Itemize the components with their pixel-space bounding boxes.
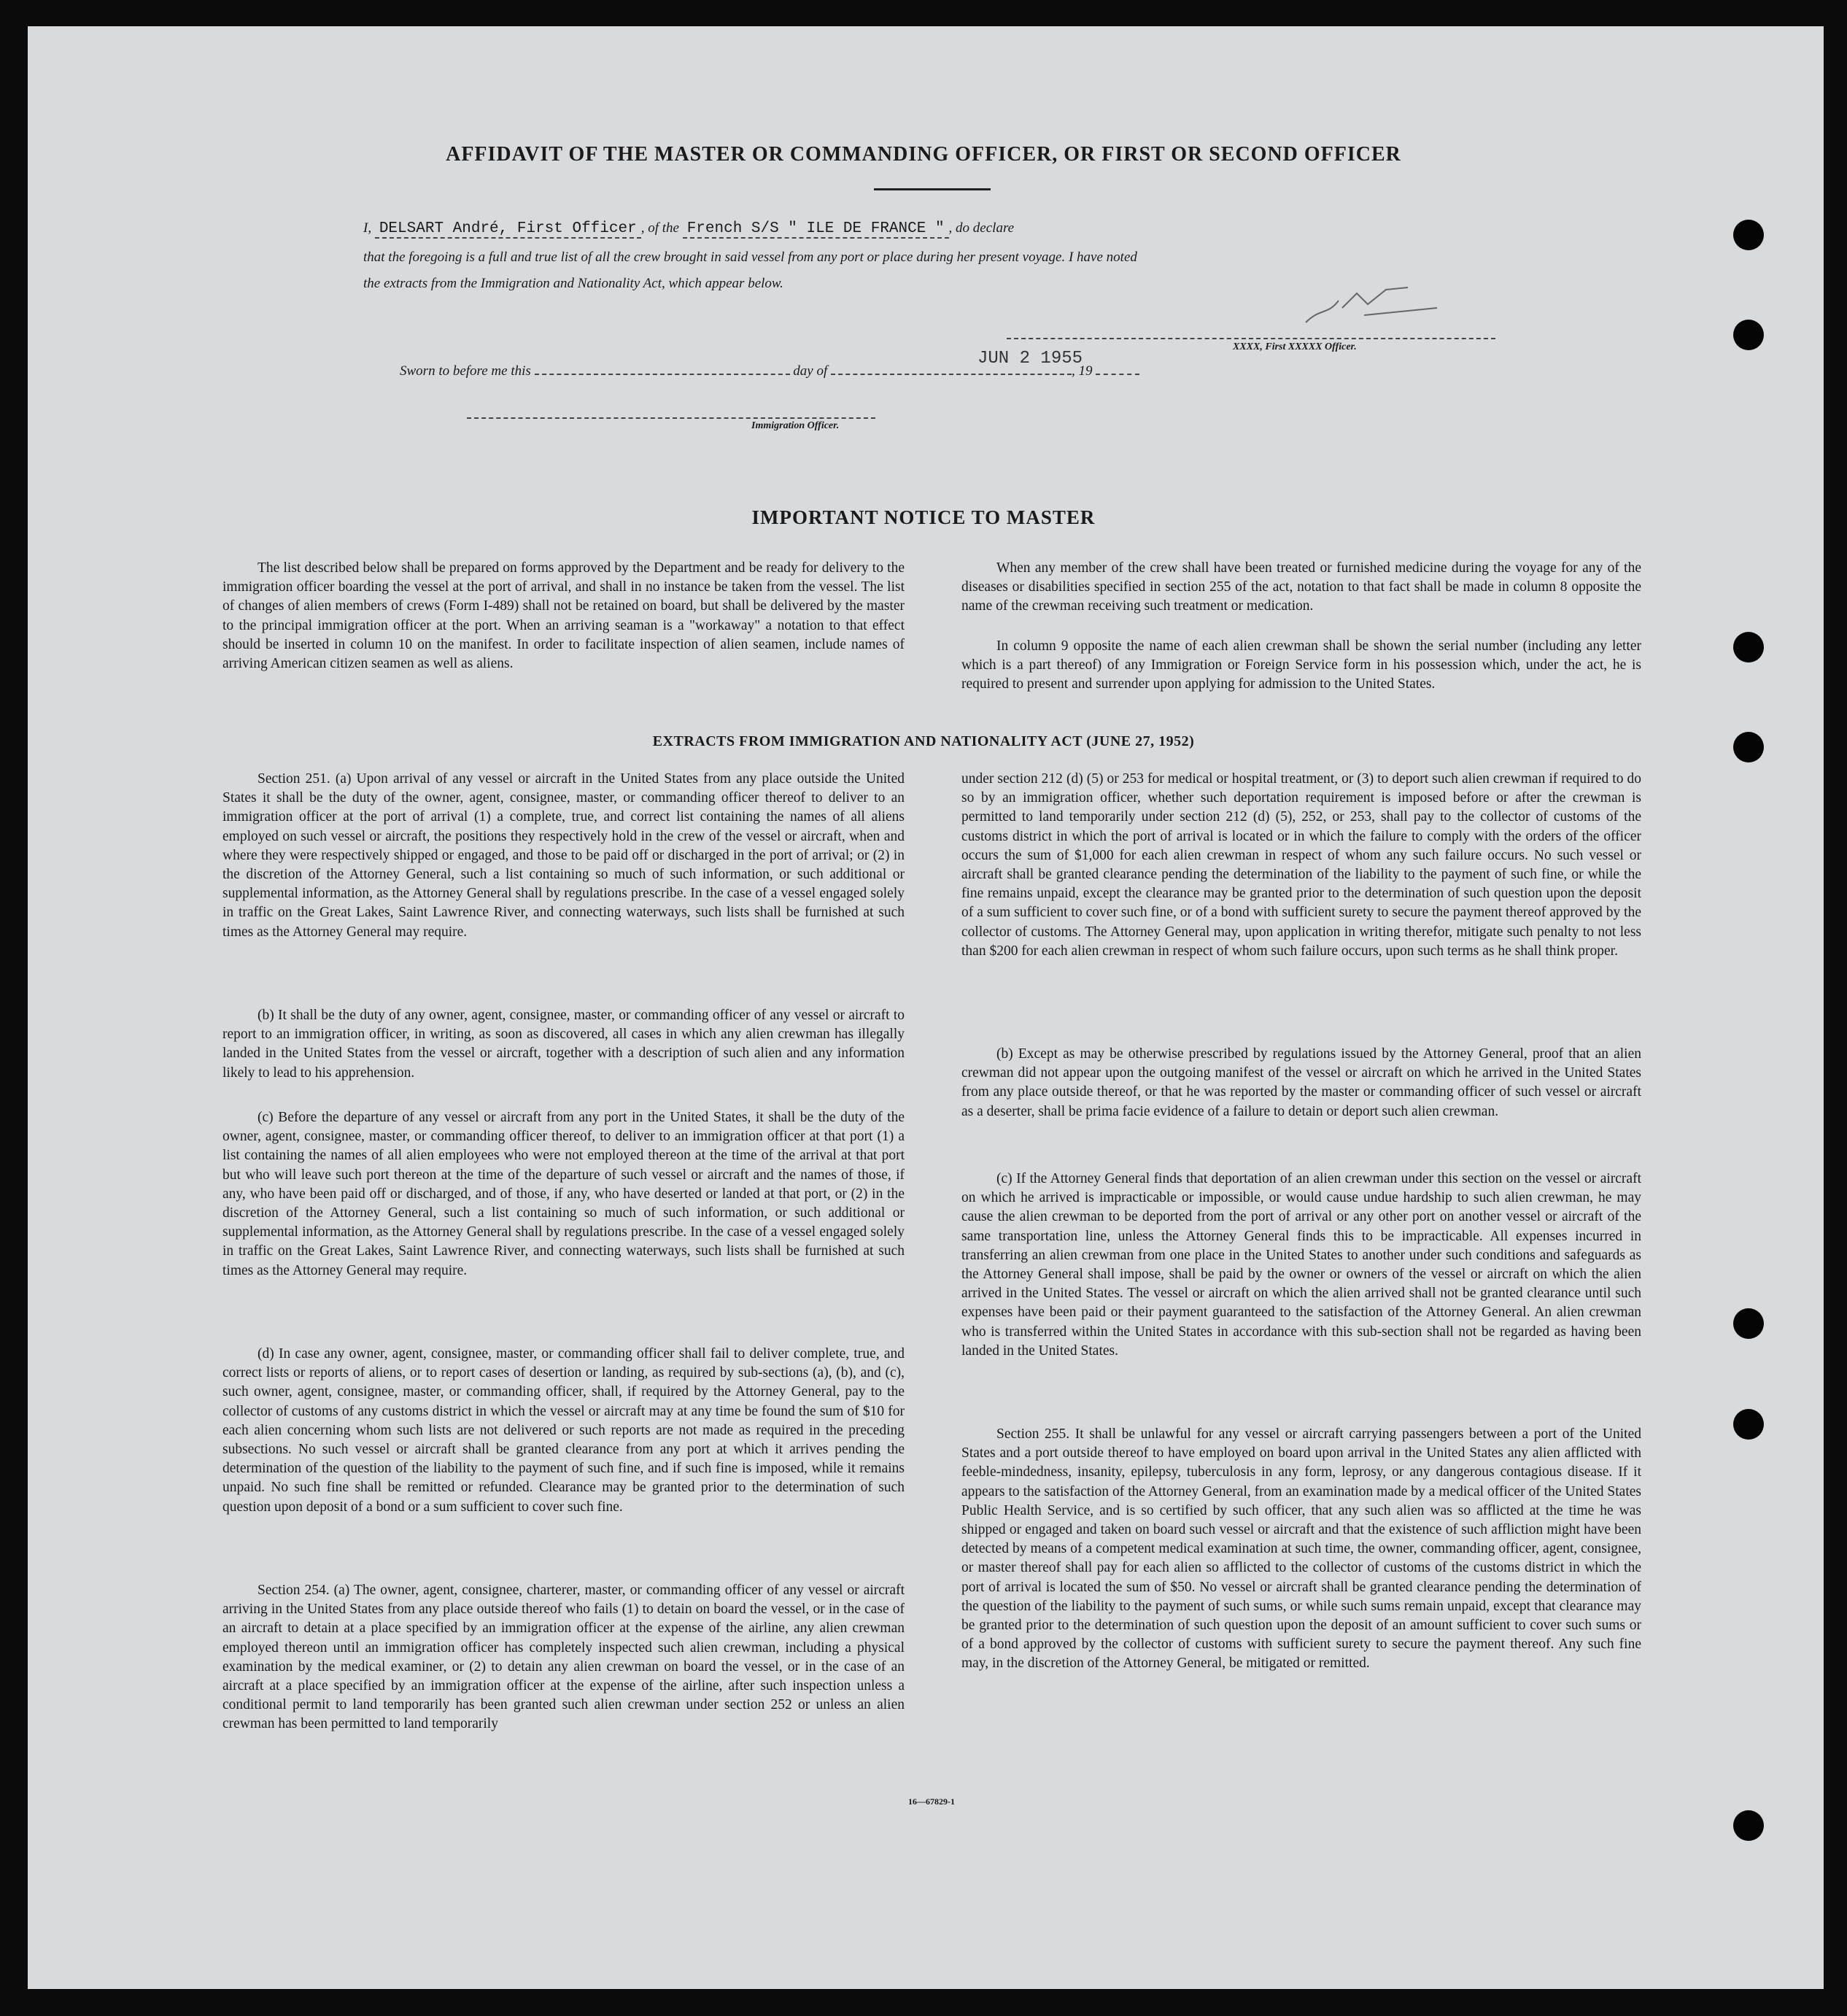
decl-prefix: I, [363, 220, 372, 236]
declaration-line-3: the extracts from the Immigration and Nationality Act, which appear below. [363, 276, 783, 291]
section-251-b: (b) It shall be the duty of any owner, agent, consignee, master, or commanding officer of any vessel or aircraft to report to an immigration officer, in writing, as soon as discovered, all cases in which any alien crewman has illegally landed in the United States from the vessel or aircraft, together with a description of such alien and any information likely to lead to his apprehension. [222, 1008, 905, 1081]
section-251-d: (d) In case any owner, agent, consignee, master, or commanding officer shall fail to deliver complete, true, and correct lists or reports of aliens, or to report cases of desertion or landing, as required by sub-sections (a), (b), and (c), such owner, agent, consignee, master, or commanding officer, shall, if required by the Attorney General, pay to the collector of customs of any customs district in which the vessel or aircraft may at any time be found the sum of $10 for each alien concerning whom such lists are not delivered or such reports are not made as required in the preceding subsections. No such vessel or aircraft shall be granted clearance from any port at which it arrives pending the determination of the question of the liability to the payment of such fine, and if such fine is imposed, while it remains unpaid. No such fine shall be remitted or refunded. Clearance may be granted prior to the determination of such question upon deposit of a bond or a sum sufficient to cover such fine. [222, 1346, 905, 1515]
sworn-label: Sworn to before me this [400, 363, 531, 379]
decl-suffix: , do declare [948, 220, 1015, 236]
notice-left-paragraph: The list described below shall be prepared on forms approved by the Department and be ready for delivery to the immigration officer boarding the vessel at the port of arrival, and shall in no instance be taken from the vessel. The list of changes of alien members of crews (Form I-489) shall not be retained on board, but shall be delivered by the master to the principal immigration officer at the port. When an arriving seaman is a "workaway" a notation to that effect should be inserted in column 10 on the manifest. In order to facilitate inspection of alien seamen, include names of arriving American citizen seamen as well as aliens. [222, 560, 905, 672]
officer-name-field: DELSART André, First Officer [375, 220, 641, 239]
master-signature-line [1007, 338, 1495, 339]
decl-of-the: , of the [640, 220, 679, 236]
section-251-c: (c) Before the departure of any vessel or aircraft from any port in the United States, it shall be the duty of the owner, agent, consignee, master, or commanding officer thereof, to deliver to an immigration officer at that port (1) a list containing the names of all alien employees who were not employed thereon at the time of the arrival at that port but who will leave such port thereon at the time of the departure of such vessel or aircraft and the names of those, if any, who have been paid off or discharged, and of those, if any, who have deserted or landed at that port, or (2) in the discretion of the Attorney General, such a list containing so much of such information, or such additional or supplemental information, as the Attorney General shall by regulations prescribe. In the case of a vessel engaged solely in traffic on the Great Lakes, Saint Lawrence River, and connecting waterways, such lists shall be furnished at such times as the Attorney General may require. [222, 1110, 905, 1278]
punch-hole [1733, 1409, 1764, 1440]
section-254-a: Section 254. (a) The owner, agent, consignee, charterer, master, or commanding officer of any vessel or aircraft arriving in the United States from any place outside thereof who fails (1) to detain on board the vessel, or in the case of an aircraft to detain at a place specified by an immigration officer at the expense of the airline, any alien crewman employed thereon until an immigration officer has completely inspected such alien crewman, including a physical examination by the medical examiner, or (2) to detain any alien crewman on board the vessel, or in the case of an aircraft at a place specified by an immigration officer at the expense of the airline, after such inspection unless a conditional permit to land temporarily has been granted such alien crewman under section 252 or unless an alien crewman has been permitted to land temporarily [222, 1583, 905, 1732]
affidavit-title: AFFIDAVIT OF THE MASTER OR COMMANDING OFFICER, OR FIRST OR SECOND OFFICER [446, 143, 1401, 166]
day-of-label: day of [793, 363, 828, 379]
punch-hole [1733, 1308, 1764, 1339]
punch-hole [1733, 1810, 1764, 1841]
date-stamp: JUN 2 1955 [977, 349, 1083, 368]
signature-scribble [1298, 279, 1444, 330]
title-rule [874, 188, 991, 190]
immigration-officer-caption: Immigration Officer. [751, 420, 840, 431]
notice-right-paragraph-2: In column 9 opposite the name of each alien crewman shall be shown the serial number (including any letter which is a part thereof) of any Immigration or Foreign Service form in his possession which, under the act, he is required to present and surrender upon applying for admission to the United States. [961, 638, 1641, 692]
extracts-title: EXTRACTS FROM IMMIGRATION AND NATIONALITY ACT (JUNE 27, 1952) [652, 733, 1195, 749]
section-254-a-continued: under section 212 (d) (5) or 253 for medical or hospital treatment, or (3) to deport such alien crewman if required to do so by an immigration officer, whether such deportation requirement is imposed before or after the crewman is permitted to land temporarily under section 212 (d) (5), 252, or 253, shall pay to the collector of customs of the customs district in which the port of arrival is located or in which the failure to comply with the orders of the officer occurs the sum of $1,000 for each alien crewman in respect of whom any such failure occurs. No such vessel or aircraft shall be granted clearance pending the determination of the liability to the payment of such fine, or while the fine remains unpaid, except the clearance may be granted prior to the determination of such question upon the deposit of a sum sufficient to cover such fine, or of a bond with sufficient surety to secure the payment thereof approved by the collector of customs. The Attorney General may, upon application in writing therefor, mitigate such penalty to not less than $200 for each alien crewman in respect of whom such failure occurs, upon such terms as he shall think proper. [961, 771, 1641, 959]
sworn-line [400, 363, 1275, 379]
section-255: Section 255. It shall be unlawful for any vessel or aircraft carrying passengers between a port of the United States and a port outside thereof to have employed on board upon arrival in the United States any alien afflicted with feeble-mindedness, insanity, epilepsy, tuberculosis in any form, leprosy, or any dangerous contagious disease. If it appears to the satisfaction of the Attorney General, from an examination made by a medical officer of the United States Public Health Service, and is so certified by such officer, that any such alien was so afflicted at the time he was shipped or engaged and taken on board such vessel or aircraft and that the existence of such affliction might have been detected by means of a competent medical examination at such time, the owner, commanding officer, agent, consignee, or master thereof shall pay for each alien so afflicted to the collector of customs of the customs district in which the port of arrival is located the sum of $50. No vessel or aircraft shall be granted clearance pending the determination of the question of the liability to the payment of such sums, or while such sums remain unpaid, except that clearance may be granted prior to the determination of such question upon the deposit of an amount sufficient to cover such sums or of a bond approved by the collector of customs with sufficient surety to secure the payment thereof. Any such fine may, in the discretion of the Attorney General, be mitigated or remitted. [961, 1426, 1641, 1672]
form-number: 16—67829-1 [908, 1796, 955, 1807]
declaration-line-1 [363, 220, 1501, 237]
vessel-name-field: French S/S " ILE DE FRANCE " [683, 220, 949, 239]
immigration-officer-signature-line [467, 417, 875, 419]
section-254-b: (b) Except as may be otherwise prescribed by regulations issued by the Attorney General, proof that an alien crewman did not appear upon the outgoing manifest of the vessel or aircraft on which he arrived in the United States from any place outside thereof, or that he was reported by the master or commanding officer of such vessel or aircraft as a deserter, shall be prima facie evidence of a failure to detain or deport such alien crewman. [961, 1046, 1641, 1119]
section-254-c: (c) If the Attorney General finds that deportation of an alien crewman under this section on the vessel or aircraft on which he arrived is impracticable or impossible, or would cause undue hardship to such alien crewman, he may cause the alien crewman to be deported from the port of arrival or any other port on another vessel or aircraft of the same transportation line, unless the Attorney General finds this to be impracticable. All expenses incurred in transferring an alien crewman from one place in the United States to another under such conditions and safeguards as the Attorney General shall impose, shall be paid by the owner or owners of the vessel or aircraft on which the alien arrived in the United States. The vessel or aircraft on which the alien arrived shall not be granted clearance until such expenses have been paid or their payment guaranteed to the satisfaction of the Attorney General. An alien crewman who is transferred within the United States in accordance with this sub-section shall not be regarded as having been landed in the United States. [961, 1171, 1641, 1359]
punch-hole [1733, 320, 1764, 350]
punch-hole [1733, 220, 1764, 250]
section-251-a: Section 251. (a) Upon arrival of any vessel or aircraft in the United States from any place outside the United States it shall be the duty of the owner, agent, consignee, master, or commanding officer thereof to deliver to an immigration officer at the port of arrival (1) a complete, true, and correct list containing the names of all aliens employed on such vessel or aircraft, the positions they respectively hold in the crew of the vessel or aircraft, when and where they were respectively shipped or engaged, and those to be paid off or discharged in the port of arrival; or (2) in the discretion of the Attorney General, such a list containing so much of such information, or such additional or supplemental information, as the Attorney General shall by regulations prescribe. In the case of a vessel engaged solely in traffic on the Great Lakes, Saint Lawrence River, and connecting waterways, such lists shall be furnished at such times as the Attorney General may require. [222, 771, 905, 940]
year-prefix: , 19 [1072, 363, 1093, 379]
notice-right-paragraph-1: When any member of the crew shall have been treated or furnished medicine during the voyage for any of the diseases or disabilities specified in section 255 of the act, notation to that fact shall be made in column 8 opposite the name of the crewman receiving such treatment or medication. [961, 560, 1641, 614]
declaration-line-2: that the foregoing is a full and true list of all the crew brought in said vessel from any port or place during her present voyage. I have noted [363, 250, 1137, 265]
officer-title-caption: XXXX, First XXXXX Officer. [1233, 341, 1357, 352]
punch-hole [1733, 632, 1764, 663]
notice-title: IMPORTANT NOTICE TO MASTER [751, 506, 1096, 528]
